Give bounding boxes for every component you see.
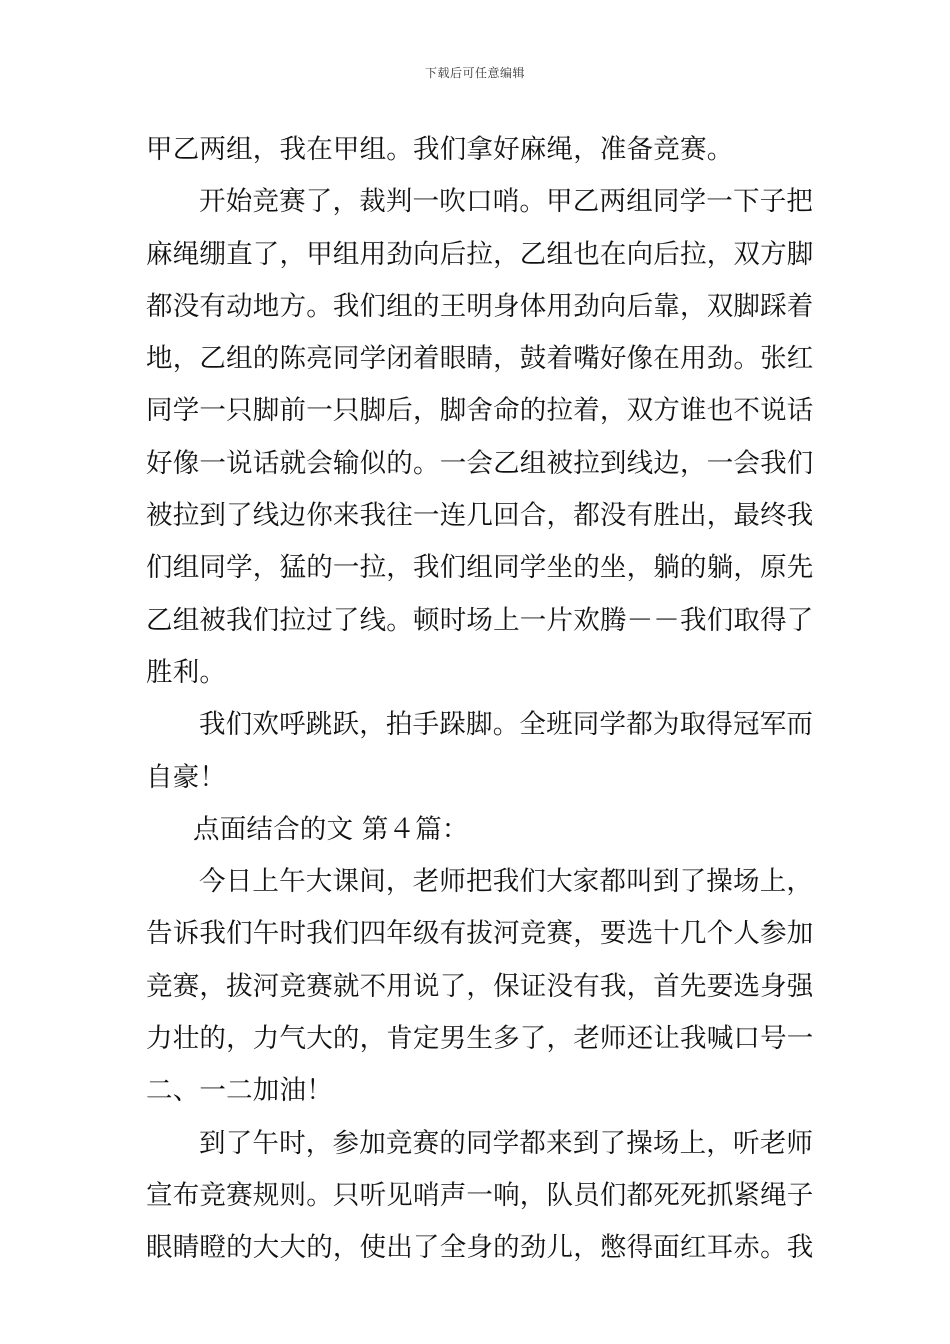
paragraph-start-line: 今日上午大课间，老师把我们大家都叫到了操场上， <box>199 866 814 898</box>
page-header-note: 下载后可任意编辑 <box>424 66 525 80</box>
text-line: 竞赛，拔河竞赛就不用说了，保证没有我，首先要选身强 <box>146 970 814 1002</box>
paragraph-start-line: 我们欢呼跳跃，拍手跺脚。全班同学都为取得冠军而 <box>199 709 814 741</box>
text-line: 地，乙组的陈亮同学闭着眼睛，鼓着嘴好像在用劲。张红 <box>146 343 814 375</box>
text-line: 乙组被我们拉过了线。顿时场上一片欢腾－－我们取得了 <box>146 604 814 636</box>
text-line: 甲乙两组，我在甲组。我们拿好麻绳，准备竞赛。 <box>146 134 734 165</box>
text-line: 同学一只脚前一只脚后，脚舍命的拉着，双方谁也不说话 <box>146 395 814 427</box>
text-line: 胜利。 <box>146 656 227 688</box>
section-heading: 点面结合的文 第４篇： <box>193 813 469 845</box>
text-line: 力壮的，力气大的，肯定男生多了，老师还让我喊口号一 <box>146 1023 814 1055</box>
text-line: 们组同学，猛的一拉，我们组同学坐的坐，躺的躺，原先 <box>146 552 814 584</box>
paragraph-start-line: 开始竞赛了，裁判一吹口哨。甲乙两组同学一下子把 <box>199 186 814 218</box>
paragraph-start-line: 到了午时，参加竞赛的同学都来到了操场上，听老师 <box>199 1127 814 1159</box>
text-line: 麻绳绷直了，甲组用劲向后拉，乙组也在向后拉，双方脚 <box>146 238 814 270</box>
text-line: 眼睛瞪的大大的，使出了全身的劲儿，憋得面红耳赤。我 <box>146 1232 814 1264</box>
text-line: 都没有动地方。我们组的王明身体用劲向后靠，双脚踩着 <box>146 290 814 322</box>
text-line: 告诉我们午时我们四年级有拔河竞赛，要选十几个人参加 <box>146 918 814 950</box>
text-line: 宣布竞赛规则。只听见哨声一响，队员们都死死抓紧绳子 <box>146 1179 814 1211</box>
text-line: 被拉到了线边你来我往一连几回合，都没有胜出，最终我 <box>146 500 814 532</box>
text-line: 二、一二加油！ <box>146 1075 333 1107</box>
document-body <box>146 124 814 1275</box>
text-line: 自豪！ <box>146 761 227 793</box>
text-line: 好像一说话就会输似的。一会乙组被拉到线边，一会我们 <box>146 447 814 479</box>
